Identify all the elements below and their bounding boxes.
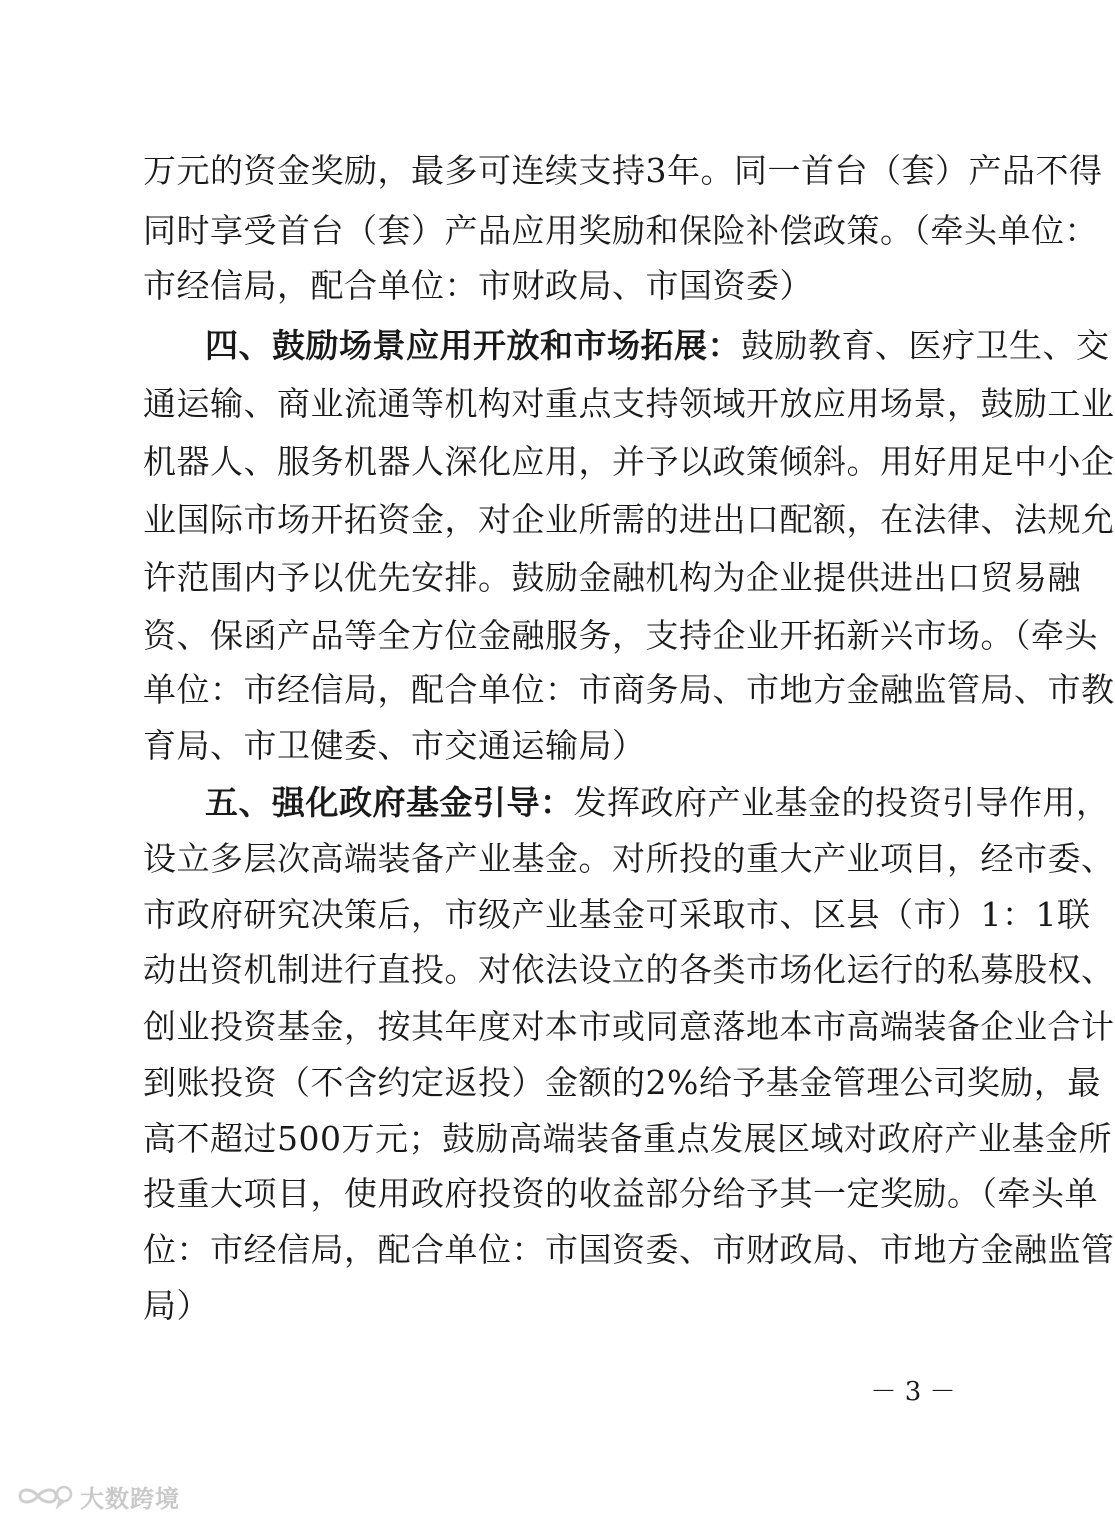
section-5-text: 发挥政府产业基金的投资引导作用， (573, 783, 1110, 822)
body-text-line: 机器人、服务机器人深化应用，并予以政策倾斜。用好用足中小企 (143, 442, 1115, 481)
body-text-line: 到账投资（不含约定返投）金额的2%给予基金管理公司奖励，最 (143, 1063, 1101, 1102)
body-text-line: 设立多层次高端装备产业基金。对所投的重大产业项目，经市委、 (143, 839, 1115, 878)
body-text-line: 业国际市场开拓资金，对企业所需的进出口配额，在法律、法规允 (143, 500, 1115, 539)
section-5-first-line (205, 781, 1110, 825)
body-text-line: 许范围内予以优先安排。鼓励金融机构为企业提供进出口贸易融 (143, 558, 1081, 597)
body-text-line: 资、保函产品等全方位金融服务，支持企业开拓新兴市场。（牵头 (143, 616, 1098, 655)
section-4-heading: 四、鼓励场景应用开放和市场拓展： (205, 326, 741, 365)
body-text-line: 市政府研究决策后，市级产业基金可采取市、区县（市）1：1联 (143, 895, 1091, 934)
body-text-line: 万元的资金奖励，最多可连续支持3年。同一首台（套）产品不得 (143, 151, 1103, 190)
body-text-line: 市经信局，配合单位：市财政局、市国资委） (143, 266, 813, 305)
page-number: － 3 － (870, 1377, 956, 1407)
section-4-first-line (205, 324, 1110, 368)
section-5-heading: 五、强化政府基金引导： (205, 783, 574, 822)
body-text-line: 高不超过500万元；鼓励高端装备重点发展区域对政府产业基金所 (143, 1119, 1112, 1158)
body-text-line: 创业投资基金，按其年度对本市或同意落地本市高端装备企业合计 (143, 1007, 1115, 1046)
body-text-line: 动出资机制进行直投。对依法设立的各类市场化运行的私募股权、 (143, 950, 1115, 989)
watermark (14, 1478, 180, 1514)
watermark-text: 大数跨境 (80, 1484, 180, 1513)
body-text-line: 同时享受首台（套）产品应用奖励和保险补偿政策。（牵头单位： (143, 211, 1098, 250)
section-4-text: 鼓励教育、医疗卫生、交 (741, 326, 1110, 365)
body-text-line: 单位：市经信局，配合单位：市商务局、市地方金融监管局、市教 (143, 670, 1115, 709)
body-text-line: 投重大项目，使用政府投资的收益部分给予其一定奖励。（牵头单 (143, 1174, 1098, 1213)
body-text-line: 局） (143, 1286, 210, 1325)
body-text-line: 育局、市卫健委、市交通运输局） (143, 726, 646, 765)
infinity-chat-logo-icon (14, 1481, 74, 1511)
body-text-line: 通运输、商业流通等机构对重点支持领域开放应用场景，鼓励工业 (143, 384, 1115, 423)
body-text-line: 位：市经信局，配合单位：市国资委、市财政局、市地方金融监管 (143, 1230, 1115, 1269)
